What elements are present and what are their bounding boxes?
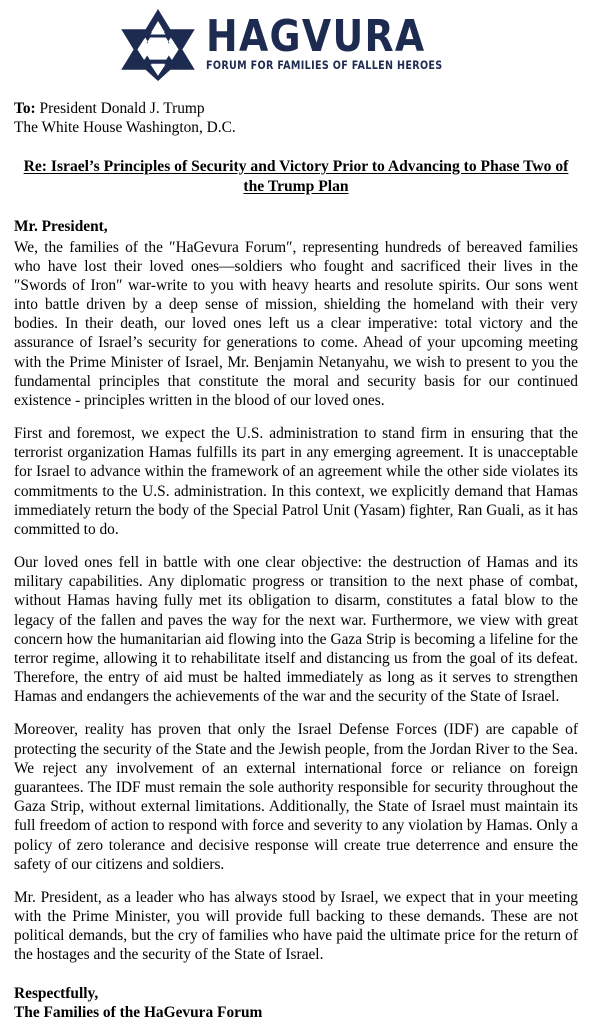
addressee-address-line: The White House Washington, D.C. [14,119,236,137]
body-paragraph: Mr. President, as a leader who has always stood by Israel, we expect that in your meeting with the Prime Minister, you will provide full backing to these demands. These are not political demands, but the cry of families who have paid the ultimate price for the return of the hostages and the security of the State of Israel. [14,888,578,964]
subject-line [14,157,578,198]
body-paragraph: We, the families of the ″HaGevura Forum″, representing hundreds of bereaved families who have lost their loved ones—soldiers who fought and sacrificed their lives in the ″Swords of Iron″ war-write to you with heavy hearts and resolute spirits. Our sons went into battle driven by a deep sense of mission, shielding the homeland with their very bodies. In their death, our loved ones left us a clear imperative: total victory and the assurance of Israel’s security for generations to come. Ahead of your upcoming meeting with the Prime Minister of Israel, Mr. Benjamin Netanyahu, we wish to present to you the fundamental principles that constitute the moral and security basis for our continued existence - principles written in the blood of our loved ones. [14,238,578,409]
addressee-recipient-line [14,99,578,118]
signatory: The Families of the HaGevura Forum [14,1003,263,1021]
logo-text-block [205,11,488,73]
brand-tagline: FORUM FOR FAMILIES OF FALLEN HEROES [205,58,443,73]
salutation: Mr. President, [14,218,108,236]
closing-block [14,984,578,1022]
recipient-name: President Donald J. Trump [39,100,205,117]
body-paragraph: Moreover, reality has proven that only the Israel Defense Forces (IDF) are capable of protecting the security of the State and the Jewish people, from the Jordan River to the Sea. We reject any involvement of an external international force or reliance on foreign guarantees. The IDF must remain the sole authority responsible for security throughout the Gaza Strip, without external limitations. Additionally, the State of Israel must maintain its full freedom of action to respond with force and severity to any violation by Hamas. Only a policy of zero tolerance and decisive response will create true deterrence and ensure the safety of our citizens and soldiers. [14,721,578,873]
body-paragraph: First and foremost, we expect the U.S. administration to stand firm in ensuring that the terrorist organization Hamas fulfills its part in any emerging agreement. It is unacceptable for Israel to advance within the framework of an agreement while the other side violates its commitments to the U.S. administration. In this context, we explicitly demand that Hamas immediately return the body of the Special Patrol Unit (Yasam) fighter, Ran Guali, as it has committed to do. [14,425,578,538]
subject-text: Re: Israel’s Principles of Security and Victory Prior to Advancing to Phase Two of the Trump Plan [23,157,569,195]
brand-wordmark: HAGVURA [205,11,426,63]
addressee-block [14,99,578,138]
letterhead [0,0,607,78]
star-of-david-icon [120,9,196,81]
body-paragraph: Our loved ones fell in battle with one clear objective: the destruction of Hamas and its military capabilities. Any diplomatic progress or transition to the next phase of combat, without Hamas having fully met its obligation to disarm, constitutes a fatal blow to the legacy of the fallen and paves the way for the next war. Furthermore, we view with great concern how the humanitarian aid flowing into the Gaza Strip is becoming a lifeline for the terror regime, allowing it to rehabilitate itself and distancing us from the goal of its defeat. Therefore, the entry of aid must be halted immediately as long as it serves to strengthen Hamas and endangers the achievements of the war and the security of the State of Israel. [14,554,578,706]
valediction: Respectfully, [14,984,99,1002]
letter-body [0,99,607,1022]
to-label: To: [14,100,36,117]
